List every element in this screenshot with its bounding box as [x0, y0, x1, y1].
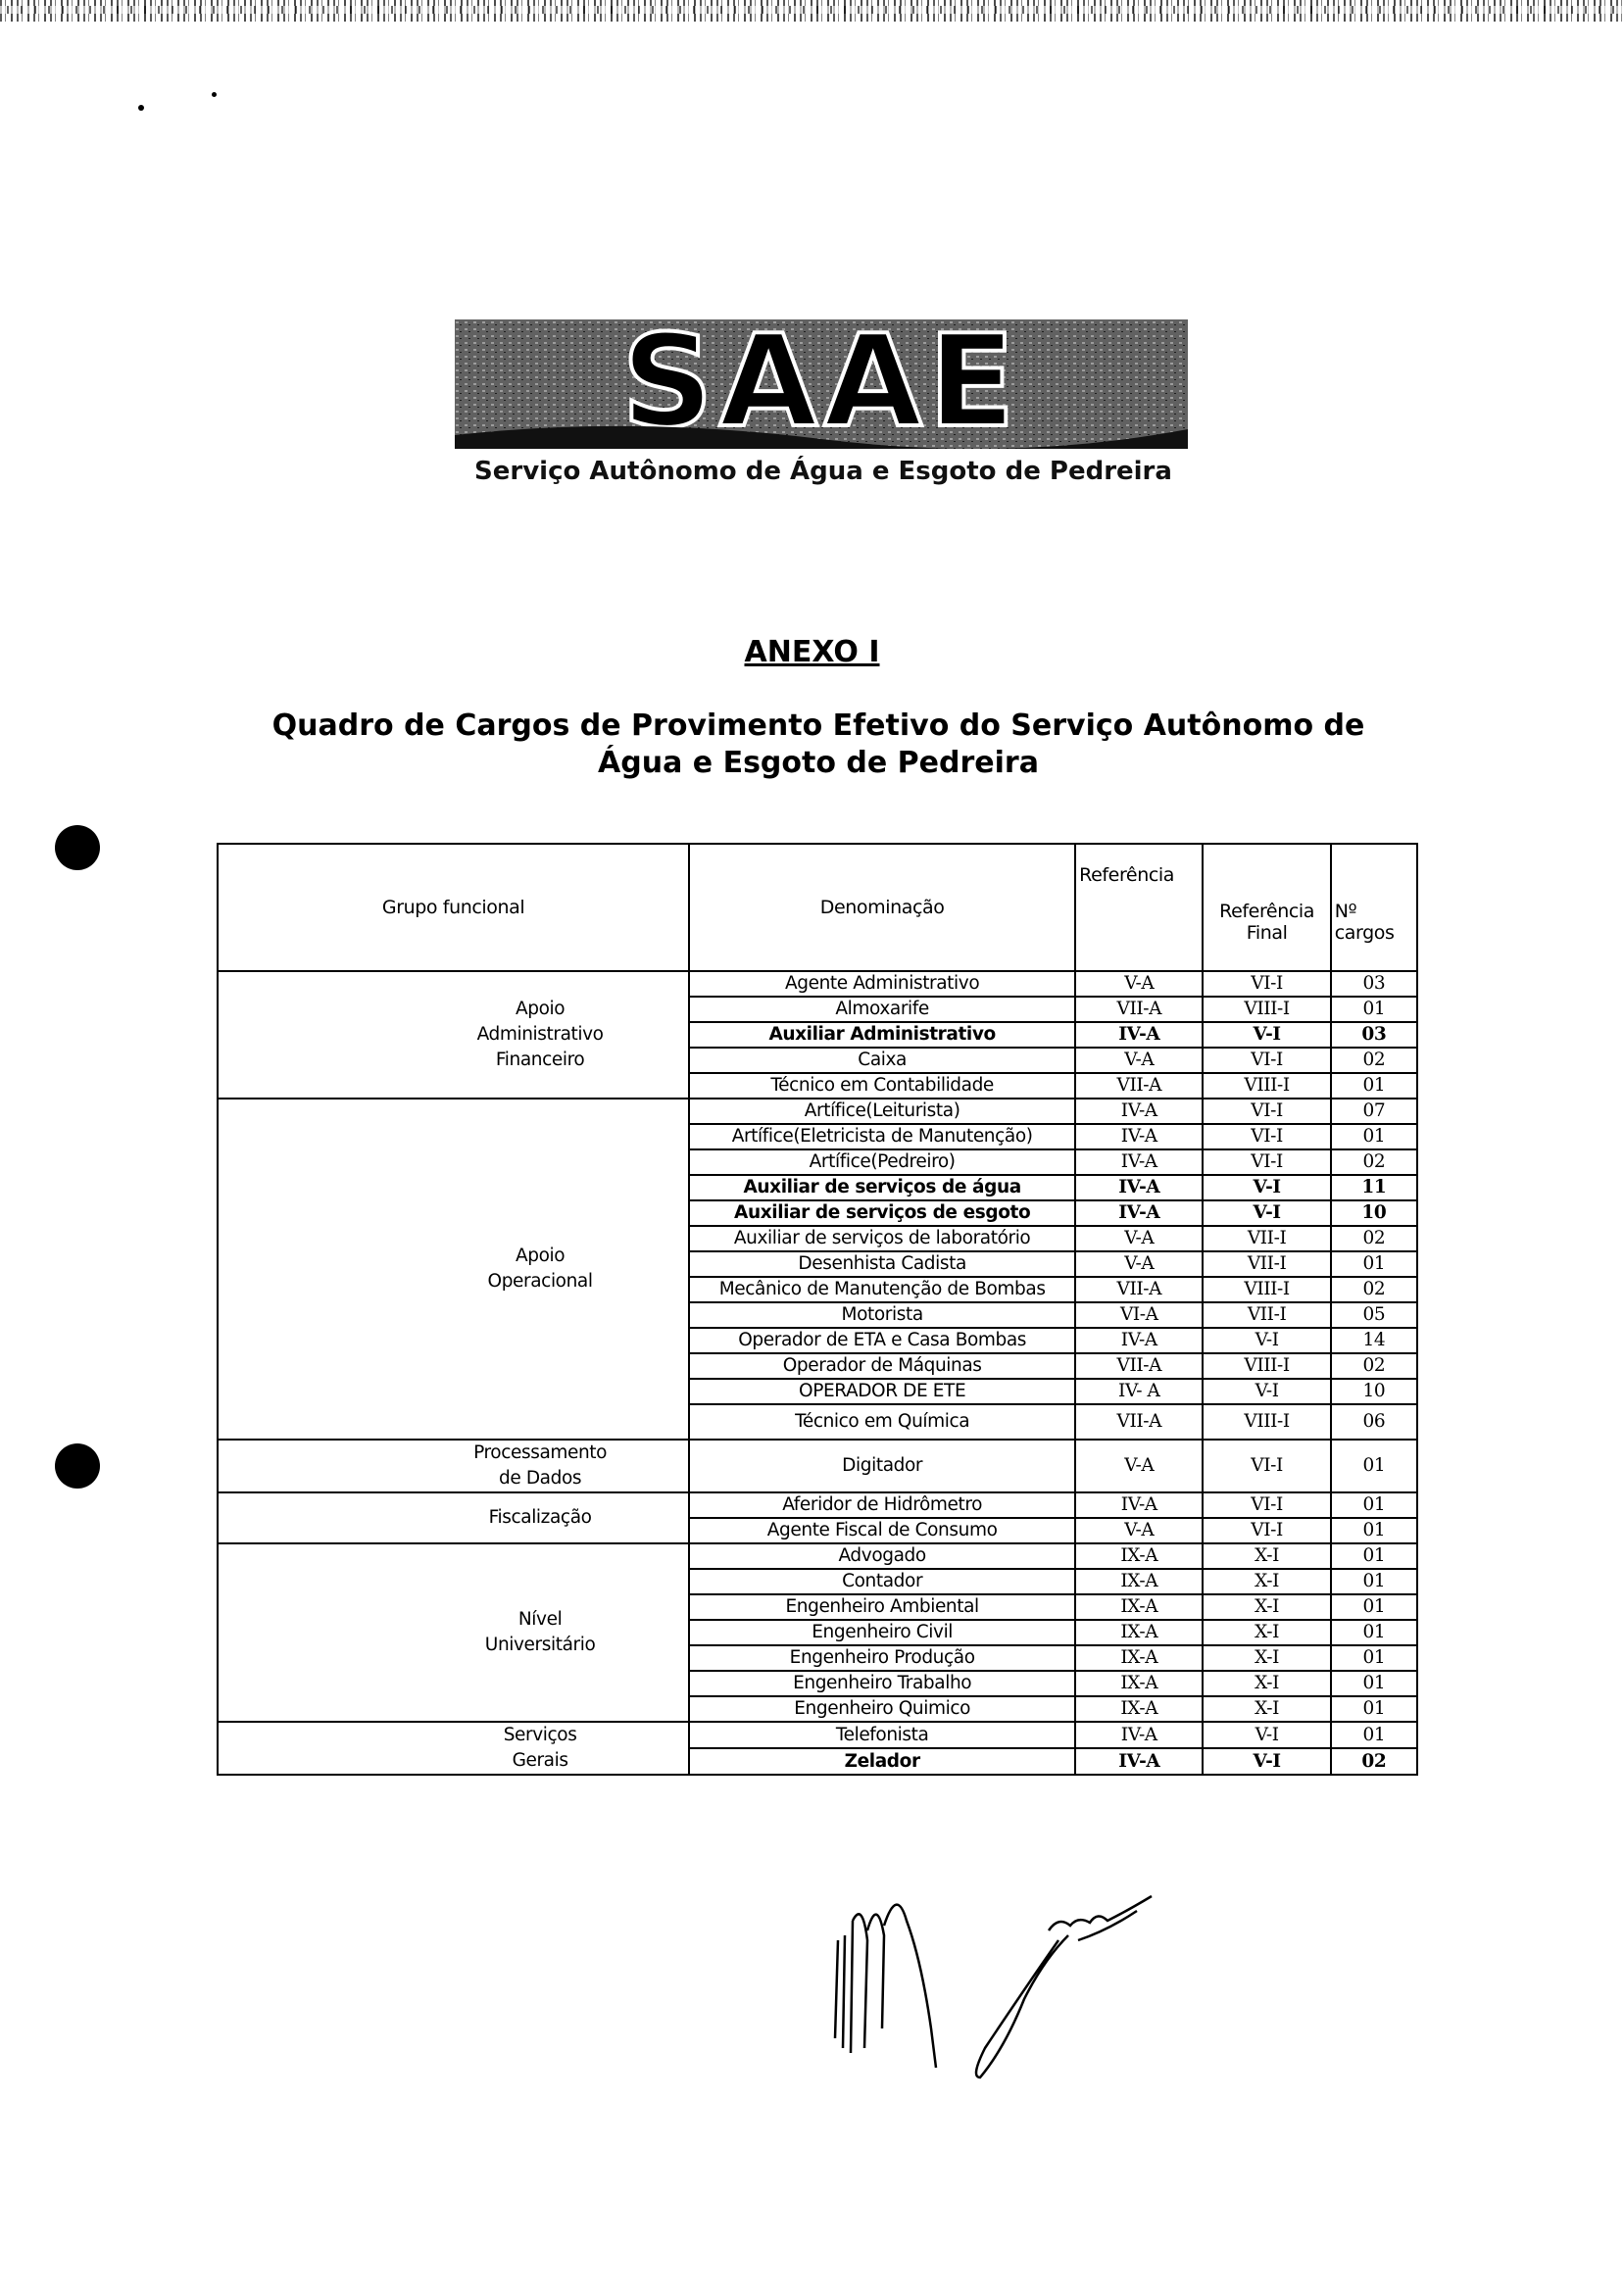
table-row	[218, 1722, 1417, 1748]
table-row	[218, 1099, 1417, 1124]
position-count: 03	[1331, 971, 1417, 997]
reference-final: VI-I	[1203, 1048, 1330, 1073]
position-count: 10	[1331, 1379, 1417, 1404]
title-line: Quadro de Cargos de Provimento Efetivo do Serviço Autônomo de	[271, 708, 1365, 743]
positions-table	[217, 843, 1418, 1776]
reference-final: V-I	[1203, 1379, 1330, 1404]
position-name: Aferidor de Hidrômetro	[689, 1492, 1075, 1518]
reference-final: V-I	[1203, 1328, 1330, 1353]
table-header-row	[218, 844, 1417, 971]
position-count: 01	[1331, 1492, 1417, 1518]
punch-hole-mark	[55, 1443, 100, 1489]
position-name: Motorista	[689, 1302, 1075, 1328]
position-name: Artífice(Eletricista de Manutenção)	[689, 1124, 1075, 1149]
reference-start: IV-A	[1075, 1022, 1203, 1048]
scan-noise-strip	[0, 6, 1624, 14]
reference-start: V-A	[1075, 1440, 1203, 1492]
position-count: 01	[1331, 1645, 1417, 1671]
position-count: 01	[1331, 1073, 1417, 1099]
reference-final: X-I	[1203, 1620, 1330, 1645]
reference-final: VI-I	[1203, 1518, 1330, 1543]
group-cell	[218, 1492, 689, 1543]
reference-final: VIII-I	[1203, 997, 1330, 1022]
reference-start: V-A	[1075, 1251, 1203, 1277]
position-name: Caixa	[689, 1048, 1075, 1073]
reference-start: IX-A	[1075, 1696, 1203, 1722]
group-label-line: Processamento	[473, 1442, 608, 1463]
header-ref-final-line: Final	[1246, 922, 1288, 944]
position-count: 01	[1331, 1251, 1417, 1277]
reference-start: VII-A	[1075, 1277, 1203, 1302]
table-row	[218, 1440, 1417, 1492]
reference-start: V-A	[1075, 971, 1203, 997]
position-count: 02	[1331, 1226, 1417, 1251]
header-count-line: Nº	[1334, 901, 1357, 922]
position-count: 02	[1331, 1353, 1417, 1379]
position-name: Engenheiro Ambiental	[689, 1594, 1075, 1620]
table-body	[218, 971, 1417, 1775]
position-name: Engenheiro Trabalho	[689, 1671, 1075, 1696]
position-name: Advogado	[689, 1543, 1075, 1569]
reference-final: VI-I	[1203, 1149, 1330, 1175]
reference-start: VII-A	[1075, 1404, 1203, 1440]
reference-final: VI-I	[1203, 1440, 1330, 1492]
reference-final: VII-I	[1203, 1302, 1330, 1328]
header-count	[1331, 844, 1417, 971]
header-ref-final-line: Referência	[1219, 901, 1315, 922]
position-name: Engenheiro Produção	[689, 1645, 1075, 1671]
svg-text:SAAE: SAAE	[621, 319, 1021, 449]
document-title	[245, 708, 1392, 782]
position-name: Agente Administrativo	[689, 971, 1075, 997]
header-ref-final	[1203, 844, 1330, 971]
position-count: 01	[1331, 1518, 1417, 1543]
group-label-line: Administrativo	[476, 1024, 604, 1045]
group-label-line: Fiscalização	[488, 1507, 592, 1528]
group-cell	[218, 1543, 689, 1722]
position-count: 01	[1331, 1671, 1417, 1696]
table-row	[218, 971, 1417, 997]
table-row	[218, 1543, 1417, 1569]
signatures	[813, 1881, 1206, 2097]
position-count: 02	[1331, 1149, 1417, 1175]
reference-start: IV-A	[1075, 1149, 1203, 1175]
position-name: Auxiliar de serviços de água	[689, 1175, 1075, 1200]
speck	[212, 92, 217, 97]
reference-final: VIII-I	[1203, 1404, 1330, 1440]
reference-final: X-I	[1203, 1671, 1330, 1696]
reference-start: VI-A	[1075, 1302, 1203, 1328]
reference-start: IX-A	[1075, 1671, 1203, 1696]
position-name: Artífice(Pedreiro)	[689, 1149, 1075, 1175]
position-name: Engenheiro Quimico	[689, 1696, 1075, 1722]
reference-start: IX-A	[1075, 1620, 1203, 1645]
group-label-line: Nível	[517, 1609, 563, 1630]
reference-start: V-A	[1075, 1048, 1203, 1073]
position-name: Zelador	[689, 1748, 1075, 1775]
reference-start: V-A	[1075, 1518, 1203, 1543]
reference-final: VI-I	[1203, 1099, 1330, 1124]
reference-start: IV-A	[1075, 1099, 1203, 1124]
reference-final: X-I	[1203, 1645, 1330, 1671]
header-name: Denominação	[689, 844, 1075, 971]
group-cell	[218, 971, 689, 1099]
position-name: Auxiliar de serviços de laboratório	[689, 1226, 1075, 1251]
group-label-line: Apoio	[515, 1246, 566, 1266]
position-count: 06	[1331, 1404, 1417, 1440]
reference-final: V-I	[1203, 1022, 1330, 1048]
position-count: 10	[1331, 1200, 1417, 1226]
reference-final: VIII-I	[1203, 1353, 1330, 1379]
position-count: 11	[1331, 1175, 1417, 1200]
position-count: 05	[1331, 1302, 1417, 1328]
position-count: 01	[1331, 1124, 1417, 1149]
reference-final: X-I	[1203, 1696, 1330, 1722]
position-count: 01	[1331, 1594, 1417, 1620]
reference-final: V-I	[1203, 1175, 1330, 1200]
reference-final: VIII-I	[1203, 1277, 1330, 1302]
position-count: 02	[1331, 1277, 1417, 1302]
position-name: Técnico em Contabilidade	[689, 1073, 1075, 1099]
reference-start: IX-A	[1075, 1543, 1203, 1569]
reference-start: IV- A	[1075, 1379, 1203, 1404]
group-label-line: Financeiro	[495, 1050, 585, 1070]
group-cell	[218, 1440, 689, 1492]
position-count: 01	[1331, 1696, 1417, 1722]
reference-start: IV-A	[1075, 1492, 1203, 1518]
group-label-line: de Dados	[499, 1468, 582, 1489]
reference-start: VII-A	[1075, 1073, 1203, 1099]
title-line: Água e Esgoto de Pedreira	[598, 746, 1039, 780]
position-count: 07	[1331, 1099, 1417, 1124]
group-label-line: Universitário	[484, 1635, 596, 1655]
position-name: Auxiliar Administrativo	[689, 1022, 1075, 1048]
position-name: Digitador	[689, 1440, 1075, 1492]
position-count: 01	[1331, 1620, 1417, 1645]
saae-logo	[455, 319, 1188, 449]
position-name: Operador de ETA e Casa Bombas	[689, 1328, 1075, 1353]
logo-subtitle: Serviço Autônomo de Água e Esgoto de Pedreira	[474, 457, 1172, 486]
position-name: Almoxarife	[689, 997, 1075, 1022]
position-name: Agente Fiscal de Consumo	[689, 1518, 1075, 1543]
reference-final: VII-I	[1203, 1226, 1330, 1251]
reference-final: VII-I	[1203, 1251, 1330, 1277]
reference-start: IV-A	[1075, 1200, 1203, 1226]
position-count: 01	[1331, 997, 1417, 1022]
reference-final: VIII-I	[1203, 1073, 1330, 1099]
position-name: Auxiliar de serviços de esgoto	[689, 1200, 1075, 1226]
group-cell	[218, 1722, 689, 1775]
reference-start: IX-A	[1075, 1594, 1203, 1620]
position-name: Engenheiro Civil	[689, 1620, 1075, 1645]
reference-start: VII-A	[1075, 1353, 1203, 1379]
reference-start: IV-A	[1075, 1175, 1203, 1200]
annex-title: ANEXO I	[744, 635, 880, 669]
position-name: Técnico em Química	[689, 1404, 1075, 1440]
reference-start: IX-A	[1075, 1645, 1203, 1671]
position-name: Telefonista	[689, 1722, 1075, 1748]
position-count: 14	[1331, 1328, 1417, 1353]
reference-final: X-I	[1203, 1543, 1330, 1569]
reference-final: V-I	[1203, 1200, 1330, 1226]
group-label-line: Apoio	[515, 999, 566, 1019]
group-label-line: Gerais	[512, 1750, 568, 1771]
position-name: OPERADOR DE ETE	[689, 1379, 1075, 1404]
group-cell	[218, 1099, 689, 1440]
position-name: Contador	[689, 1569, 1075, 1594]
reference-start: VII-A	[1075, 997, 1203, 1022]
position-count: 01	[1331, 1440, 1417, 1492]
group-label-line: Operacional	[487, 1271, 593, 1292]
position-count: 01	[1331, 1722, 1417, 1748]
reference-final: X-I	[1203, 1569, 1330, 1594]
reference-final: X-I	[1203, 1594, 1330, 1620]
position-name: Artífice(Leiturista)	[689, 1099, 1075, 1124]
position-count: 02	[1331, 1048, 1417, 1073]
position-name: Mecânico de Manutenção de Bombas	[689, 1277, 1075, 1302]
position-count: 01	[1331, 1543, 1417, 1569]
position-count: 03	[1331, 1022, 1417, 1048]
group-label-line: Serviços	[503, 1725, 577, 1745]
table-row	[218, 1492, 1417, 1518]
position-count: 02	[1331, 1748, 1417, 1775]
reference-final: VI-I	[1203, 1492, 1330, 1518]
reference-start: V-A	[1075, 1226, 1203, 1251]
speck	[138, 105, 144, 111]
reference-start: IV-A	[1075, 1748, 1203, 1775]
position-name: Operador de Máquinas	[689, 1353, 1075, 1379]
header-ref: Referência	[1075, 844, 1203, 971]
position-name: Desenhista Cadista	[689, 1251, 1075, 1277]
reference-start: IV-A	[1075, 1722, 1203, 1748]
reference-start: IV-A	[1075, 1124, 1203, 1149]
reference-start: IV-A	[1075, 1328, 1203, 1353]
reference-final: V-I	[1203, 1722, 1330, 1748]
reference-final: V-I	[1203, 1748, 1330, 1775]
punch-hole-mark	[55, 825, 100, 870]
position-count: 01	[1331, 1569, 1417, 1594]
reference-start: IX-A	[1075, 1569, 1203, 1594]
reference-final: VI-I	[1203, 971, 1330, 997]
header-count-line: cargos	[1334, 922, 1395, 944]
header-group: Grupo funcional	[218, 844, 689, 971]
reference-final: VI-I	[1203, 1124, 1330, 1149]
